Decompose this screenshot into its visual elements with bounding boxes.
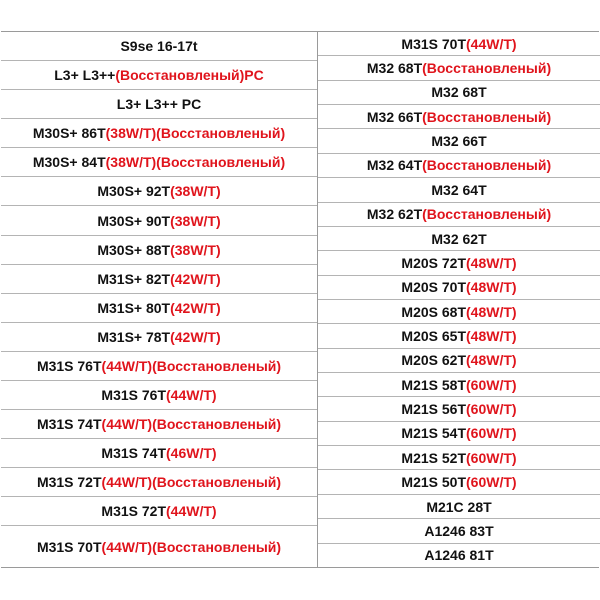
model-text: M32 62T	[366, 206, 423, 223]
spec-text: (38W/T)(Восстановленый)	[105, 154, 286, 171]
table-row	[318, 299, 600, 323]
model-text: S9se 16-17t	[120, 38, 198, 55]
model-text: L3+ L3++ PC	[116, 96, 202, 113]
spec-text: (48W/T)	[466, 279, 517, 296]
model-text: M32 62T	[431, 230, 487, 247]
table-row	[1, 525, 317, 567]
model-text: M20S 65T	[401, 327, 467, 344]
table-row	[318, 153, 600, 177]
table-row	[1, 264, 317, 293]
table-row	[318, 32, 600, 55]
model-text: M21S 50T	[401, 474, 467, 491]
table-row	[318, 202, 600, 226]
model-text: M30S+ 88T	[97, 241, 171, 258]
model-text: M21S 58T	[401, 376, 467, 393]
model-text: M20S 62T	[401, 352, 467, 369]
model-text: M31S 70T	[36, 538, 102, 555]
spec-text: (60W/T)	[466, 376, 517, 393]
spec-text: (48W/T)	[466, 303, 517, 320]
table-row	[318, 128, 600, 152]
table-row	[318, 396, 600, 420]
table-row	[318, 518, 600, 542]
spec-text: (60W/T)	[466, 474, 517, 491]
table-row	[1, 235, 317, 264]
spec-text: (38W/T)(Восстановленый)	[105, 125, 286, 142]
table-row	[318, 275, 600, 299]
table-row	[318, 226, 600, 250]
table-row	[1, 32, 317, 60]
model-text: M32 66T	[431, 133, 487, 150]
spec-text: (60W/T)	[466, 449, 517, 466]
model-text: M31S+ 80T	[97, 299, 171, 316]
spec-text: (38W/T)	[170, 212, 221, 229]
spec-text: (38W/T)	[170, 241, 221, 258]
model-text: M32 64T	[431, 181, 487, 198]
model-text: M32 68T	[366, 60, 423, 77]
table-row	[1, 118, 317, 147]
right-column	[317, 32, 600, 567]
spec-text: (38W/T)	[170, 183, 221, 200]
model-text: M20S 70T	[401, 279, 467, 296]
table-row	[1, 380, 317, 409]
table-row	[318, 177, 600, 201]
spec-text: (Восстановленый)	[422, 60, 552, 77]
model-text: M31S 74T	[101, 445, 167, 462]
model-text: A1246 81T	[424, 547, 494, 564]
left-column	[1, 32, 317, 567]
model-text: M31S 76T	[36, 357, 102, 374]
model-text: M31S 72T	[36, 474, 102, 491]
spec-text: (44W/T)	[166, 386, 217, 403]
spec-text: (42W/T)	[170, 299, 221, 316]
table-row	[318, 80, 600, 104]
table-row	[318, 250, 600, 274]
table-row	[318, 55, 600, 79]
spec-text: (42W/T)	[170, 328, 221, 345]
table-row	[1, 322, 317, 351]
model-text: M21S 56T	[401, 401, 467, 418]
model-text: A1246 83T	[424, 522, 494, 539]
spec-text: (44W/T)(Восстановленый)	[101, 357, 282, 374]
model-text: M31S 70T	[401, 35, 467, 52]
table-row	[318, 104, 600, 128]
table-row	[318, 494, 600, 518]
table-row	[1, 409, 317, 438]
table-row	[318, 323, 600, 347]
table-row	[1, 176, 317, 205]
spec-text: (44W/T)(Восстановленый)	[101, 416, 282, 433]
model-text: M20S 72T	[401, 254, 467, 271]
model-text: M30S+ 86T	[32, 125, 106, 142]
model-text: M31S 72T	[101, 503, 167, 520]
spec-text: (60W/T)	[466, 401, 517, 418]
model-text: M21S 54T	[401, 425, 467, 442]
spec-text: (44W/T)(Восстановленый)	[101, 474, 282, 491]
model-text: M31S+ 78T	[97, 328, 171, 345]
table-row	[1, 438, 317, 467]
spec-text: (44W/T)	[166, 503, 217, 520]
model-text: M31S 76T	[101, 386, 167, 403]
model-text: M32 66T	[366, 108, 423, 125]
model-text: M20S 68T	[401, 303, 467, 320]
table-row	[1, 293, 317, 322]
spec-text: (Восстановленый)PC	[115, 67, 264, 84]
table-row	[318, 421, 600, 445]
table-row	[318, 372, 600, 396]
table-row	[1, 89, 317, 118]
spec-text: (46W/T)	[166, 445, 217, 462]
spec-text: (Восстановленый)	[422, 206, 552, 223]
spec-text: (42W/T)	[170, 270, 221, 287]
model-text: M32 64T	[366, 157, 423, 174]
model-text: M21C 28T	[426, 498, 492, 515]
spec-text: (Восстановленый)	[422, 157, 552, 174]
table-row	[1, 60, 317, 89]
model-text: L3+ L3++	[54, 67, 116, 84]
table-row	[318, 445, 600, 469]
spec-text: (48W/T)	[466, 327, 517, 344]
miner-price-table	[1, 31, 599, 568]
table-row	[318, 543, 600, 567]
model-text: M30S+ 84T	[32, 154, 106, 171]
spec-text: (48W/T)	[466, 352, 517, 369]
spec-text: (44W/T)(Восстановленый)	[101, 538, 282, 555]
spec-text: (Восстановленый)	[422, 108, 552, 125]
model-text: M30S+ 90T	[97, 212, 171, 229]
table-row	[318, 348, 600, 372]
model-text: M21S 52T	[401, 449, 467, 466]
spec-text: (60W/T)	[466, 425, 517, 442]
model-text: M31S+ 82T	[97, 270, 171, 287]
model-text: M30S+ 92T	[97, 183, 171, 200]
model-text: M32 68T	[431, 84, 487, 101]
model-text: M31S 74T	[36, 416, 102, 433]
spec-text: (48W/T)	[466, 254, 517, 271]
table-row	[1, 496, 317, 525]
table-row	[1, 351, 317, 380]
table-row	[1, 205, 317, 234]
table-row	[318, 469, 600, 493]
table-row	[1, 147, 317, 176]
table-row	[1, 467, 317, 496]
spec-text: (44W/T)	[466, 35, 517, 52]
